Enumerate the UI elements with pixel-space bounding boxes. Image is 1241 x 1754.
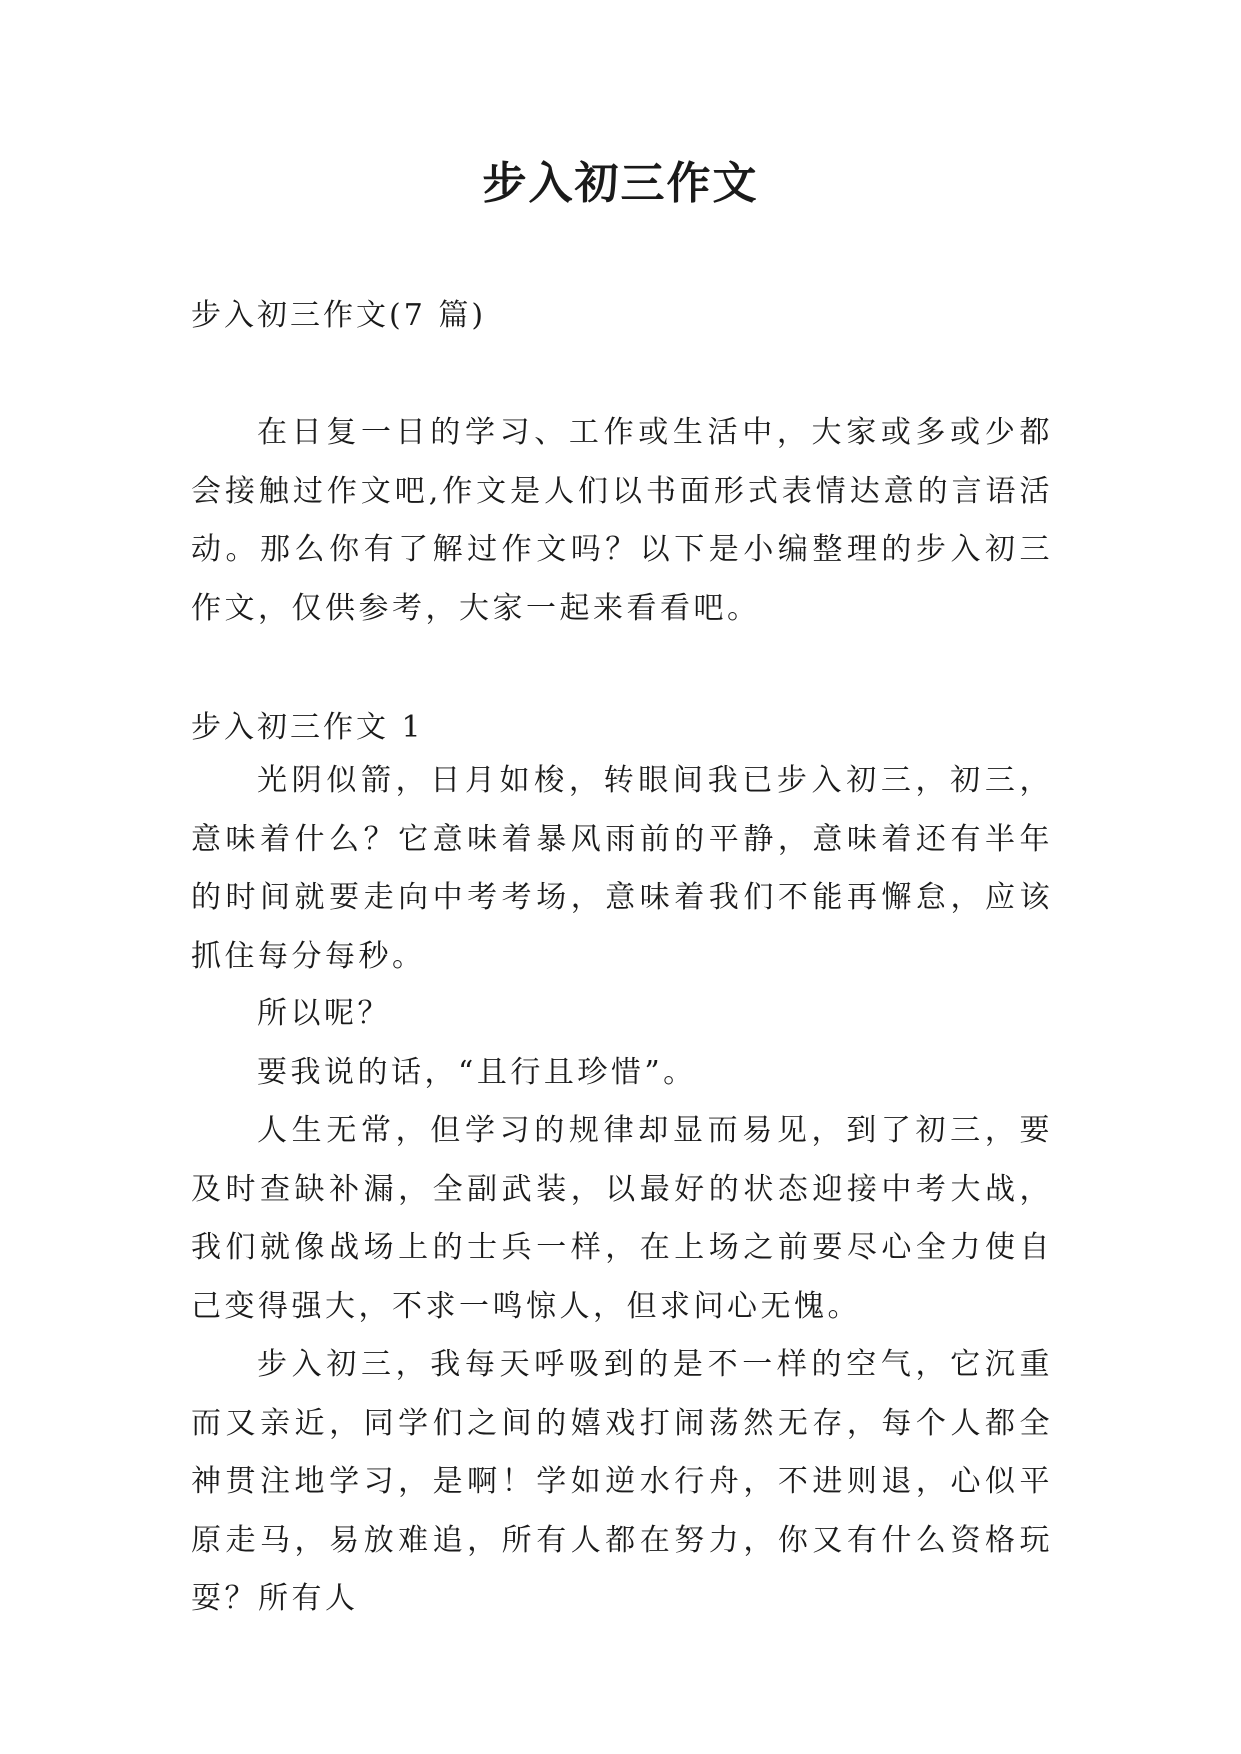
body-paragraph: 人生无常，但学习的规律却显而易见，到了初三，要及时查缺补漏，全副武装，以最好的状态迎接中考大战，我们就像战场上的士兵一样，在上场之前要尽心全力使自己变得强大，不求一鸣惊人，但求问心无愧。 xyxy=(191,1113,1053,1324)
body-paragraph: 要我说的话，“且行且珍惜”。 xyxy=(257,1055,697,1090)
document-title: 步入初三作文 xyxy=(482,158,759,209)
body-paragraph: 光阴似箭，日月如梭，转眼间我已步入初三，初三，意味着什么？它意味着暴风雨前的平静，意味着还有半年的时间就要走向中考考场，意味着我们不能再懈怠，应该抓住每分每秒。 xyxy=(191,763,1053,974)
intro-paragraph: 在日复一日的学习、工作或生活中，大家或多或少都会接触过作文吧,作文是人们以书面形式表情达意的言语活动。那么你有了解过作文吗？以下是小编整理的步入初三作文，仅供参考，大家一起来看看吧。 xyxy=(191,415,1053,626)
body-paragraph: 步入初三，我每天呼吸到的是不一样的空气，它沉重而又亲近，同学们之间的嬉戏打闹荡然无存，每个人都全神贯注地学习，是啊！学如逆水行舟，不进则退，心似平原走马，易放难追，所有人都在努力，你又有什么资格玩耍？所有人 xyxy=(191,1347,1053,1617)
document-subtitle: 步入初三作文(7 篇) xyxy=(191,298,487,333)
body-paragraph: 所以呢？ xyxy=(257,996,391,1031)
section-heading: 步入初三作文 1 xyxy=(191,710,424,745)
